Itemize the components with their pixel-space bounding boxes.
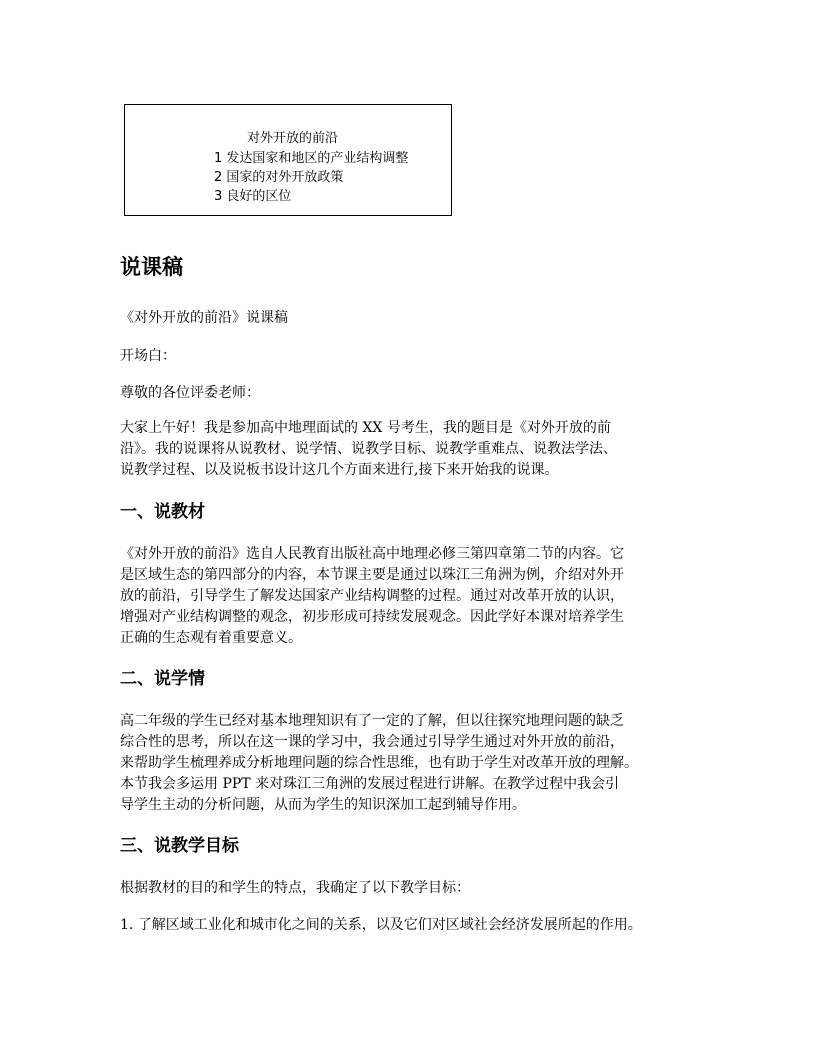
- page-title: 说课稿: [120, 255, 183, 279]
- figure-item: 3 良好的区位: [214, 189, 292, 204]
- section-paragraph: [120, 711, 710, 816]
- figure-title: 对外开放的前沿: [247, 131, 339, 146]
- text-line: 导学生主动的分析问题，从而为学生的知识深加工起到辅导作用。: [120, 797, 526, 813]
- text-line: 《对外开放的前沿》选自人民教育出版社高中地理必修三第四章第二节的内容。它: [120, 546, 624, 562]
- outline-figure: [124, 104, 452, 216]
- figure-item: 2 国家的对外开放政策: [214, 170, 344, 185]
- opening-paragraph: 开场白：: [120, 348, 176, 364]
- figure-item: 1 发达国家和地区的产业结构调整: [214, 151, 409, 166]
- text-line: 本节我会多运用 PPT 来对珠江三角洲的发展过程进行讲解。在教学过程中我会引: [120, 776, 620, 792]
- objective-item: 1. 了解区域工业化和城市化之间的关系，以及它们对区域社会经济发展所起的作用。: [120, 917, 642, 933]
- greeting-paragraph: 尊敬的各位评委老师：: [120, 385, 260, 401]
- text-line: 正确的生态观有着重要意义。: [120, 630, 302, 646]
- section-heading: 三、说教学目标: [120, 836, 239, 856]
- section-heading: 一、说教材: [120, 502, 205, 522]
- text-line: 综合性的思考，所以在这一课的学习中，我会通过引导学生通过对外开放的前沿，: [120, 734, 624, 750]
- text-line: 来帮助学生梳理养成分析地理问题的综合性思维，也有助于学生对改革开放的理解。: [120, 755, 638, 771]
- section-paragraph: [120, 544, 710, 649]
- text-line: 是区域生态的第四部分的内容，本节课主要是通过以珠江三角洲为例，介绍对外开: [120, 567, 624, 583]
- text-line: 沿》。我的说课将从说教材、说学情、说教学目标、说教学重难点、说教法学法、: [120, 441, 617, 457]
- text-line: 高二年级的学生已经对基本地理知识有了一定的了解，但以往探究地理问题的缺乏: [120, 713, 624, 729]
- section-paragraph: 根据教材的目的和学生的特点，我确定了以下教学目标：: [120, 880, 470, 896]
- text-line: 大家上午好！我是参加高中地理面试的 XX 号考生，我的题目是《对外开放的前: [120, 420, 611, 436]
- section-heading: 二、说学情: [120, 669, 205, 689]
- text-line: 增强对产业结构调整的观念，初步形成可持续发展观念。因此学好本课对培养学生: [120, 609, 624, 625]
- text-line: 说教学过程、以及说板书设计这几个方面来进行,接下来开始我的说课。: [120, 462, 559, 478]
- intro-paragraph: [120, 418, 710, 481]
- text-line: 放的前沿，引导学生了解发达国家产业结构调整的过程。通过对改革开放的认识，: [120, 588, 624, 604]
- subtitle-paragraph: 《对外开放的前沿》说课稿: [120, 310, 288, 326]
